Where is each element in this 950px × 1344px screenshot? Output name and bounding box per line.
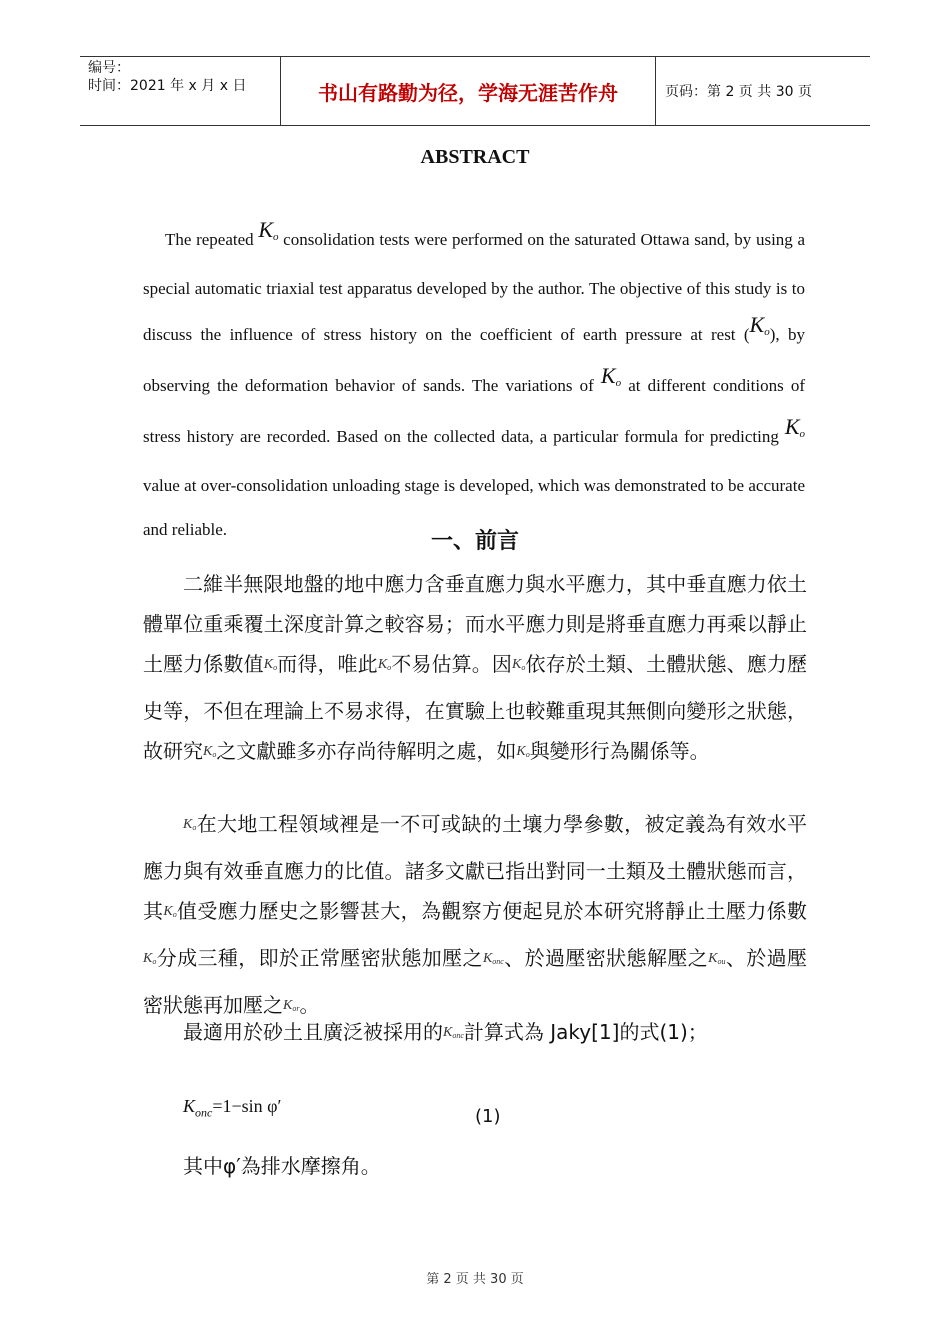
date-label: 时间：2021 年 x 月 x 日 [88, 78, 247, 94]
equation-formula: $K_{onc}=1-\sin$ φ′ [183, 1096, 282, 1120]
header-motto: 书山有路勤为径，学海无涯苦作舟 [318, 80, 618, 105]
header-page-info: 页码：第 2 页 共 30 页 [665, 84, 812, 100]
body-paragraph: 最適用於砂土且廣泛被採用的$K_{onc}$計算式為 Jaky[1]的式(1)； [183, 1020, 708, 1044]
serial-label: 编号： [88, 60, 130, 76]
header-divider [655, 57, 656, 125]
k-symbol: $K_{ou}$ [708, 951, 726, 966]
k-symbol: $K_o$ [163, 904, 177, 919]
k-symbol: $K_o$ [512, 657, 526, 672]
k-symbol: $K_o$ [749, 312, 770, 338]
body-paragraph: 其中φ′為排水摩擦角。 [183, 1154, 381, 1178]
equation [183, 1096, 583, 1128]
abstract-text: at different conditions of stress history are recorded. Based on the collected data, a particular formula for predicting [143, 376, 806, 446]
k-symbol: $K_{or}$ [283, 998, 300, 1013]
k-symbol: $K_o$ [600, 363, 622, 389]
k-symbol: $K_o$ [377, 657, 392, 672]
k-symbol: $K_{onc}$ [482, 951, 504, 966]
abstract-text: The repeated [165, 230, 254, 249]
document-header [80, 56, 870, 126]
abstract-text: ), by observing the deformation behavior of sands. The variations of [143, 325, 805, 395]
k-symbol: $K_o$ [784, 414, 806, 440]
k-symbol: $K_o$ [263, 657, 278, 672]
k-symbol: $K_{onc}$ [443, 1025, 464, 1040]
equation-number: (1) [475, 1106, 501, 1127]
page-footer: 第 2 页 共 30 页 [426, 1272, 524, 1287]
abstract-paragraph [143, 216, 805, 552]
body-paragraph: $K_o$在大地工程領域裡是一不可或缺的土壤力學參數，被定義為有效水平應力與有效垂直應力的比值。諸多文獻已指出對同一土類及土體狀態而言，其$K_o$值受應力歷史之影響甚大，為觀察方便起見於本研究將靜止土壓力係數$K_o$分成三種，即於正常壓密狀態加壓之$K_{onc}$、於過壓密狀態解壓之$K_{ou}$、於過壓密狀態再加壓之$K_{or}$。 [143, 812, 808, 1017]
k-symbol: $K_o$ [183, 817, 197, 832]
k-symbol: $K_o$ [143, 951, 157, 966]
section-heading: 一、前言 [430, 529, 519, 554]
abstract-text: value at over-consolidation unloading stage is developed, which was demonstrated to be accurate and reliable. [143, 476, 805, 539]
k-symbol: $K_o$ [258, 217, 279, 243]
abstract-title: ABSTRACT [420, 146, 530, 168]
abstract-text: consolidation tests were performed on the saturated Ottawa sand, by using a special automatic triaxial test apparatus developed by the author. The objective of this study is to discuss the influence of stress history on the coefficient of earth pressure at rest ( [143, 230, 806, 344]
body-paragraph: 二維半無限地盤的地中應力含垂直應力與水平應力，其中垂直應力依土體單位重乘覆土深度計算之較容易；而水平應力則是將垂直應力再乘以靜止土壓力係數值$K_o$而得，唯此$K_o$不易估算。因$K_o$依存於土類、土體狀態、應力歷史等，不但在理論上不易求得，在實驗上也較難重現其無側向變形之狀態，故研究$K_o$之文獻雖多亦存尚待解明之處，如$K_o$與變形行為關係等。 [143, 572, 808, 763]
k-symbol: $K_o$ [203, 744, 217, 759]
header-meta [88, 59, 280, 123]
k-symbol: $K_o$ [516, 744, 530, 759]
